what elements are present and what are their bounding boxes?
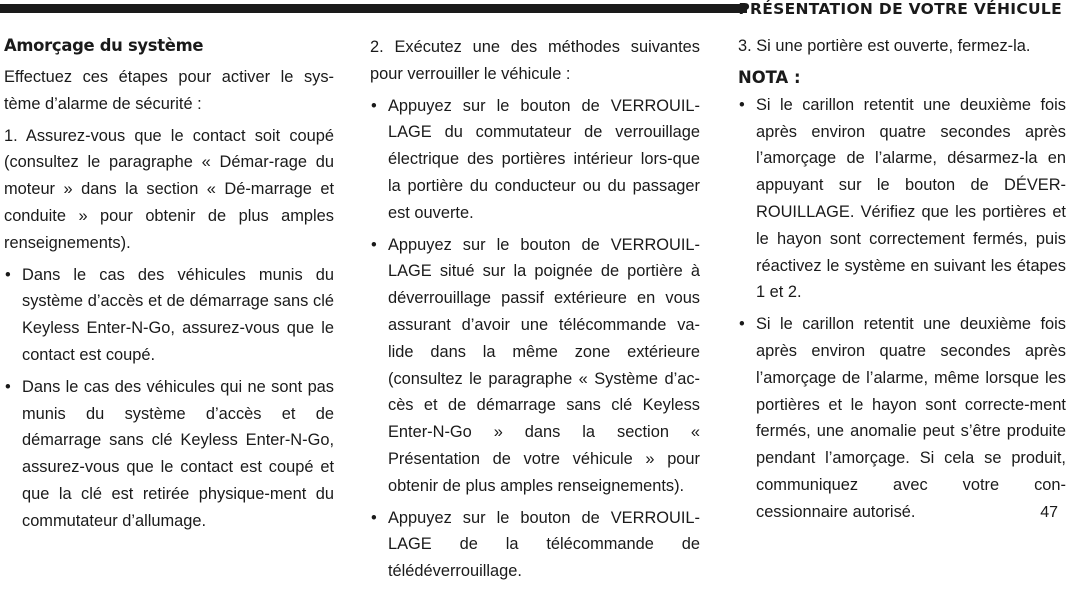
list-item: • Appuyez sur le bouton de VERROUIL-LAGE de la télécommande de télédéverrouillage. bbox=[370, 505, 700, 585]
column-1 bbox=[4, 33, 334, 540]
running-header: PRÉSENTATION DE VOTRE VÉHICULE bbox=[738, 0, 1062, 18]
header-rule bbox=[0, 4, 747, 13]
list-item: • Appuyez sur le bouton de VERROUIL-LAGE du commutateur de verrouillage électrique des portières intérieur lors-que la portière du conducteur ou du passager est ouverte. bbox=[370, 93, 700, 227]
step-3: 3. Si une portière est ouverte, fermez-la. bbox=[738, 37, 1031, 55]
list-item: • Appuyez sur le bouton de VERROUIL-LAGE situé sur la poignée de portière à déverrouillage passif extérieure en vous assurant d’avoir une télécommande va-lide dans la même zone extérieure (consultez le paragraphe « Système d’ac-cès et de démarrage sans clé Keyless Enter-N-Go » dans la section « Présentation de votre véhicule » pour obtenir de plus amples renseignements). bbox=[370, 232, 700, 500]
note-heading: NOTA : bbox=[738, 67, 801, 87]
step-1: 1. Assurez-vous que le contact soit coupé (consultez le paragraphe « Démar-rage du moteur » dans la section « Dé-marrage et conduite » pour obtenir de plus amples renseignements). bbox=[4, 126, 334, 252]
section-heading: Amorçage du système bbox=[4, 36, 204, 55]
list-item: • Dans le cas des véhicules qui ne sont pas munis du système d’accès et de démarrage sans clé Keyless Enter-N-Go, assurez-vous que le contact est coupé et que la clé est retirée physique-ment du commutateur d’allumage. bbox=[4, 374, 334, 535]
list-item: • Si le carillon retentit une deuxième fois après environ quatre secondes après l’amorçage de l’alarme, désarmez-la en appuyant sur le bouton de DÉVER-ROUILLAGE. Vérifiez que les portières et le hayon sont correctement fermés, puis réactivez le système en suivant les étapes 1 et 2. bbox=[738, 92, 1066, 306]
bullet-icon: • bbox=[371, 235, 377, 254]
bullet-icon: • bbox=[739, 315, 745, 334]
bullet-icon: • bbox=[739, 95, 745, 114]
step-1-bullets bbox=[4, 262, 334, 535]
bullet-icon: • bbox=[5, 377, 11, 396]
bullet-icon: • bbox=[5, 265, 11, 284]
step-2-bullets bbox=[370, 93, 700, 585]
bullet-icon: • bbox=[371, 508, 377, 527]
step-2: 2. Exécutez une des méthodes suivantes pour verrouiller le véhicule : bbox=[370, 38, 700, 83]
list-item: • Si le carillon retentit une deuxième fois après environ quatre secondes après l’amorçage de l’alarme, même lorsque les portières et le hayon sont correcte-ment fermés, une anomalie peut s’être produite pendant l’amorçage. Si cela se produit, communiquez avec votre con-cessionnaire autorisé. bbox=[738, 311, 1066, 525]
page-number: 47 bbox=[1040, 504, 1058, 521]
list-item: • Dans le cas des véhicules munis du système d’accès et de démarrage sans clé Keyless Enter-N-Go, assurez-vous que le contact est coupé. bbox=[4, 262, 334, 369]
intro-paragraph: Effectuez ces étapes pour activer le sys-tème d’alarme de sécurité : bbox=[4, 68, 334, 113]
bullet-icon: • bbox=[371, 96, 377, 115]
column-2 bbox=[370, 34, 700, 590]
column-3 bbox=[738, 33, 1066, 531]
note-bullets bbox=[738, 92, 1066, 526]
